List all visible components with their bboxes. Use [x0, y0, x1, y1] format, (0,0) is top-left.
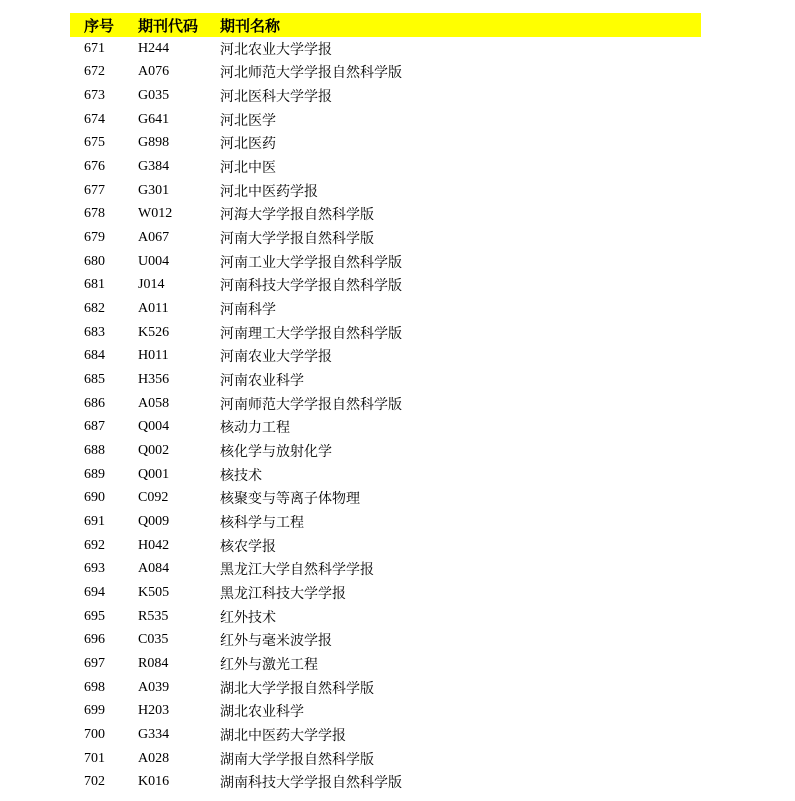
row-serial-number: 678: [84, 206, 105, 222]
row-journal-code: J014: [138, 277, 165, 293]
row-serial-number: 685: [84, 372, 105, 388]
row-journal-code: W012: [138, 206, 173, 222]
row-journal-code: A011: [138, 301, 169, 317]
row-journal-name: 核科学与工程: [220, 515, 304, 531]
table-row: [70, 321, 701, 345]
table-row: [70, 723, 701, 747]
row-journal-code: U004: [138, 253, 170, 269]
row-journal-code: H011: [138, 348, 169, 364]
table-row: [70, 108, 701, 132]
row-serial-number: 697: [84, 655, 105, 671]
table-row: [70, 132, 701, 156]
row-journal-name: 红外技术: [220, 610, 276, 626]
row-journal-name: 河北医药: [220, 137, 276, 153]
table-row: [70, 155, 701, 179]
table-row: [70, 345, 701, 369]
table-row: [70, 605, 701, 629]
table-row: [70, 581, 701, 605]
row-journal-code: G301: [138, 182, 170, 198]
row-journal-code: A084: [138, 561, 170, 577]
row-journal-name: 河南科学: [220, 303, 276, 319]
row-journal-code: K016: [138, 774, 170, 790]
row-journal-name: 河南理工大学学报自然科学版: [220, 326, 402, 342]
row-serial-number: 684: [84, 348, 105, 364]
table-row: [70, 747, 701, 771]
table-row: [70, 179, 701, 203]
row-journal-code: G035: [138, 88, 170, 104]
row-serial-number: 702: [84, 774, 105, 790]
row-journal-name: 核农学报: [220, 539, 276, 555]
row-journal-code: A028: [138, 750, 170, 766]
row-journal-code: G334: [138, 726, 170, 742]
row-journal-name: 湖南科技大学学报自然科学版: [220, 776, 402, 792]
row-serial-number: 701: [84, 750, 105, 766]
table-row: [70, 368, 701, 392]
row-serial-number: 683: [84, 324, 105, 340]
row-serial-number: 686: [84, 395, 105, 411]
row-serial-number: 671: [84, 40, 105, 56]
row-journal-code: K505: [138, 584, 170, 600]
row-journal-name: 湖南大学学报自然科学版: [220, 752, 374, 768]
row-journal-code: R084: [138, 655, 169, 671]
table-row: [70, 274, 701, 298]
row-journal-code: C035: [138, 632, 169, 648]
row-journal-name: 河南科技大学学报自然科学版: [220, 279, 402, 295]
row-serial-number: 674: [84, 111, 105, 127]
table-row: [70, 652, 701, 676]
row-serial-number: 677: [84, 182, 105, 198]
row-journal-code: H042: [138, 537, 170, 553]
row-journal-code: G384: [138, 159, 170, 175]
row-serial-number: 699: [84, 703, 105, 719]
table-row: [70, 439, 701, 463]
row-serial-number: 693: [84, 561, 105, 577]
journal-table: [70, 13, 701, 794]
table-row: [70, 203, 701, 227]
row-journal-name: 河北农业大学学报: [220, 42, 332, 58]
row-journal-name: 河南农业大学学报: [220, 350, 332, 366]
row-journal-name: 红外与毫米波学报: [220, 634, 332, 650]
header-journal-name: 期刊名称: [220, 16, 281, 35]
table-row: [70, 250, 701, 274]
table-row: [70, 297, 701, 321]
row-serial-number: 700: [84, 726, 105, 742]
row-journal-code: H203: [138, 703, 170, 719]
row-journal-name: 黑龙江大学自然科学学报: [220, 563, 374, 579]
row-journal-code: Q002: [138, 442, 170, 458]
row-serial-number: 691: [84, 513, 105, 529]
row-journal-name: 河南农业科学: [220, 374, 304, 390]
table-row: [70, 510, 701, 534]
row-serial-number: 692: [84, 537, 105, 553]
row-serial-number: 688: [84, 442, 105, 458]
row-journal-name: 河海大学学报自然科学版: [220, 208, 374, 224]
table-header: [70, 13, 701, 37]
row-serial-number: 673: [84, 88, 105, 104]
table-row: [70, 416, 701, 440]
row-serial-number: 695: [84, 608, 105, 624]
row-journal-name: 红外与激光工程: [220, 657, 318, 673]
row-journal-name: 河北中医: [220, 161, 276, 177]
row-journal-code: H356: [138, 372, 170, 388]
table-row: [70, 628, 701, 652]
table-body: [70, 37, 701, 794]
row-journal-name: 河北师范大学学报自然科学版: [220, 66, 402, 82]
table-row: [70, 557, 701, 581]
row-journal-name: 河北医学: [220, 113, 276, 129]
row-journal-code: A058: [138, 395, 170, 411]
row-journal-name: 河南工业大学学报自然科学版: [220, 255, 402, 271]
row-journal-code: Q009: [138, 513, 170, 529]
header-journal-code: 期刊代码: [138, 16, 199, 35]
row-journal-code: A039: [138, 679, 170, 695]
row-journal-name: 核化学与放射化学: [220, 444, 332, 460]
row-serial-number: 679: [84, 230, 105, 246]
row-journal-code: R535: [138, 608, 169, 624]
table-row: [70, 61, 701, 85]
table-row: [70, 37, 701, 61]
table-row: [70, 392, 701, 416]
row-journal-name: 湖北农业科学: [220, 705, 304, 721]
row-journal-code: K526: [138, 324, 170, 340]
row-journal-name: 河南师范大学学报自然科学版: [220, 397, 402, 413]
table-row: [70, 534, 701, 558]
table-row: [70, 770, 701, 794]
row-serial-number: 672: [84, 64, 105, 80]
row-serial-number: 676: [84, 159, 105, 175]
table-row: [70, 226, 701, 250]
row-serial-number: 681: [84, 277, 105, 293]
row-serial-number: 680: [84, 253, 105, 269]
row-journal-name: 湖北中医药大学学报: [220, 728, 346, 744]
row-journal-name: 核动力工程: [220, 421, 290, 437]
row-journal-code: G641: [138, 111, 170, 127]
row-journal-code: C092: [138, 490, 169, 506]
row-journal-code: Q001: [138, 466, 170, 482]
row-serial-number: 682: [84, 301, 105, 317]
row-journal-name: 核技术: [220, 468, 262, 484]
header-serial-number: 序号: [84, 16, 115, 35]
row-journal-name: 河北中医药学报: [220, 184, 318, 200]
table-row: [70, 486, 701, 510]
row-serial-number: 694: [84, 584, 105, 600]
table-row: [70, 463, 701, 487]
row-serial-number: 696: [84, 632, 105, 648]
table-row: [70, 84, 701, 108]
row-journal-code: A067: [138, 230, 170, 246]
row-serial-number: 698: [84, 679, 105, 695]
row-serial-number: 687: [84, 419, 105, 435]
row-journal-code: H244: [138, 40, 170, 56]
row-serial-number: 689: [84, 466, 105, 482]
row-journal-name: 黑龙江科技大学学报: [220, 586, 346, 602]
row-serial-number: 690: [84, 490, 105, 506]
row-journal-name: 核聚变与等离子体物理: [220, 492, 360, 508]
row-journal-code: Q004: [138, 419, 170, 435]
row-serial-number: 675: [84, 135, 105, 151]
table-row: [70, 699, 701, 723]
row-journal-name: 河北医科大学学报: [220, 90, 332, 106]
row-journal-code: A076: [138, 64, 170, 80]
table-row: [70, 676, 701, 700]
row-journal-name: 河南大学学报自然科学版: [220, 232, 374, 248]
row-journal-code: G898: [138, 135, 170, 151]
row-journal-name: 湖北大学学报自然科学版: [220, 681, 374, 697]
